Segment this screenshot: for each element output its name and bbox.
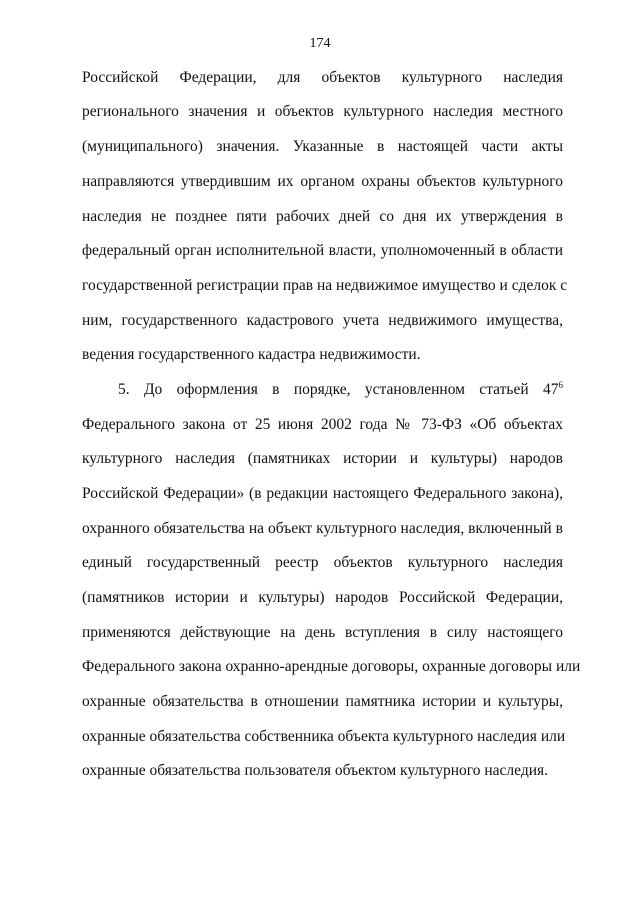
page-number: 174 (309, 36, 331, 51)
text-line: наследия не позднее пяти рабочих дней со дня их утверждения в (82, 208, 563, 225)
text-line: охранного обязательства на объект культурного наследия, включенный в (82, 520, 563, 537)
text-line: Федерального закона охранно-арендные договоры, охранные договоры или (82, 658, 581, 675)
text-line: ним, государственного кадастрового учета недвижимого имущества, (82, 312, 563, 329)
text-line: применяются действующие на день вступления в силу настоящего (82, 624, 563, 641)
text-line: Российской Федерации, для объектов культурного наследия (82, 69, 563, 86)
text-line: охранные обязательства в отношении памятника истории и культуры, (82, 693, 563, 710)
text-line: Федерального закона от 25 июня 2002 года № 73-ФЗ «Об объектах (82, 416, 563, 433)
text-line: федеральный орган исполнительной власти, уполномоченный в области (82, 242, 563, 259)
paragraph-start-text: 5. До оформления в порядке, установленном статьей 47 (118, 381, 559, 398)
text-line: (памятников истории и культуры) народов Российской Федерации, (82, 589, 563, 606)
article-superscript: 6 (558, 380, 563, 390)
text-line: ведения государственного кадастра недвижимости. (82, 346, 421, 363)
text-line: охранные обязательства собственника объекта культурного наследия или (82, 728, 566, 745)
text-line: (муниципального) значения. Указанные в настоящей части акты (82, 138, 563, 155)
text-line: единый государственный реестр объектов культурного наследия (82, 554, 563, 571)
text-line: Российской Федерации» (в редакции настоящего Федерального закона), (82, 485, 563, 502)
text-line: регионального значения и объектов культурного наследия местного (82, 103, 563, 120)
text-line: государственной регистрации прав на недвижимое имущество и сделок с (82, 277, 568, 294)
paragraph-start-line (118, 381, 563, 399)
text-line: культурного наследия (памятниках истории и культуры) народов (82, 450, 563, 467)
text-line: охранные обязательства пользователя объектом культурного наследия. (82, 762, 549, 779)
text-line: направляются утвердившим их органом охраны объектов культурного (82, 173, 563, 190)
